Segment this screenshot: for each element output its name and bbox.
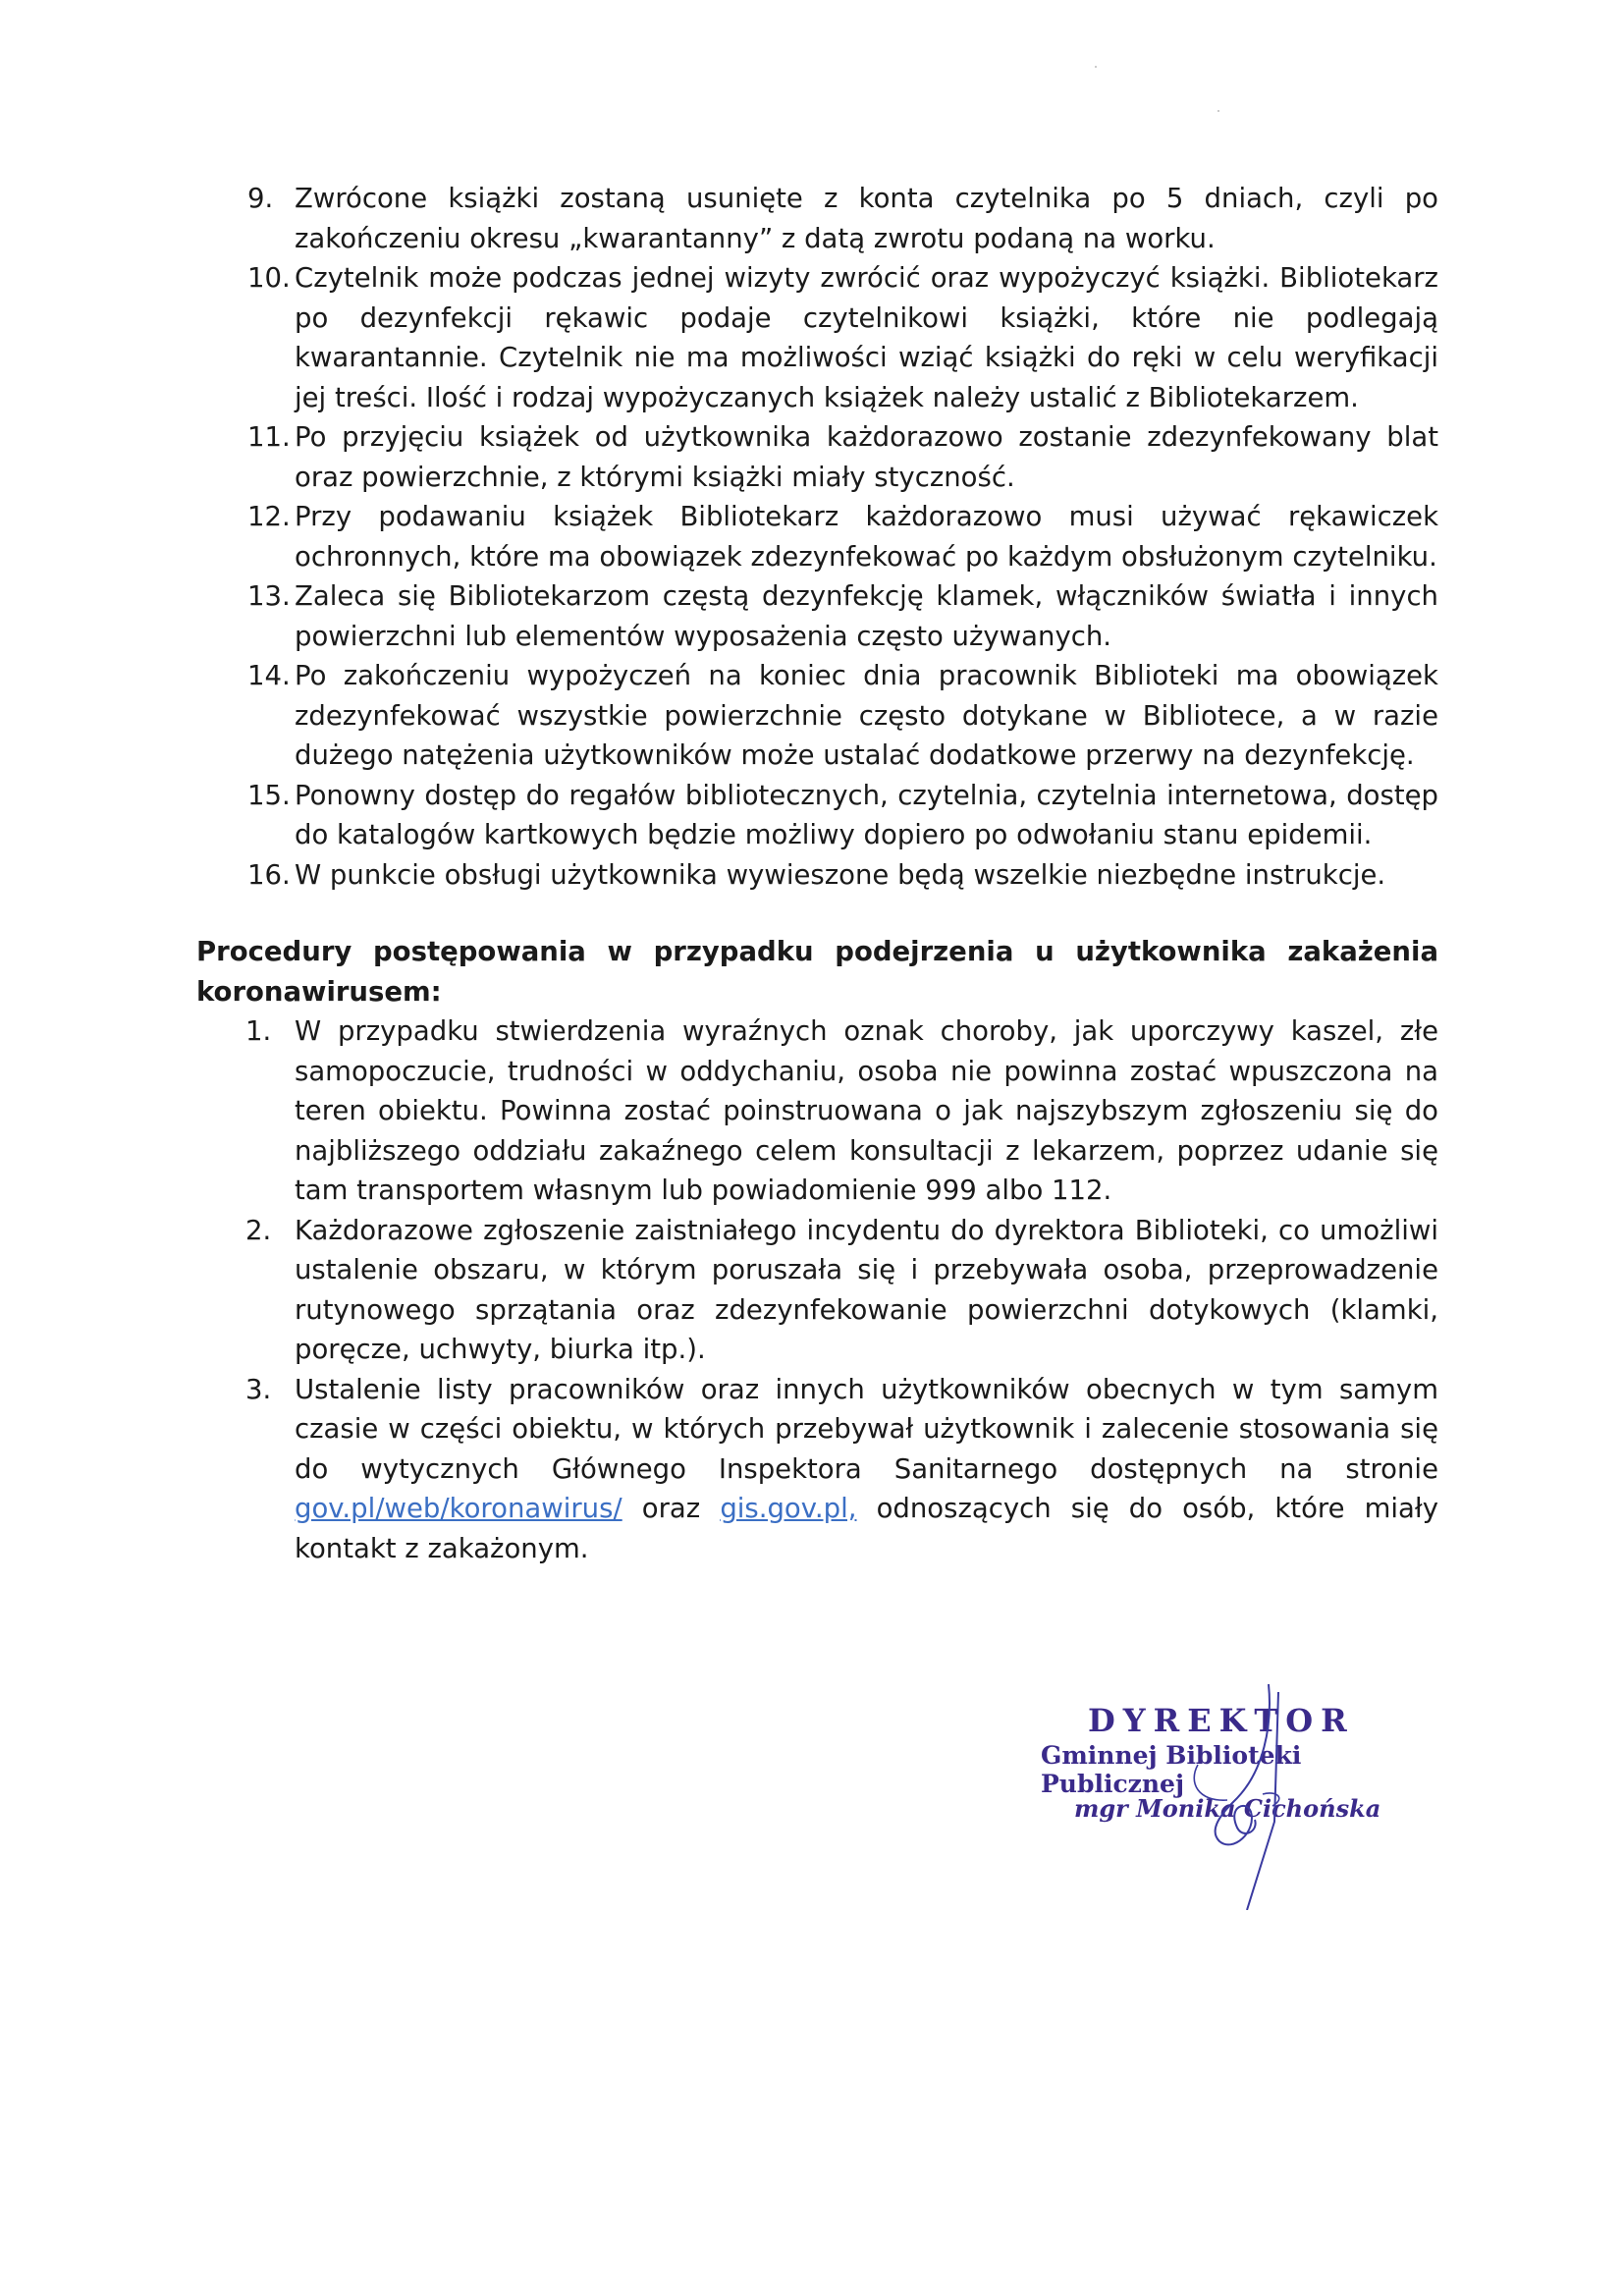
- list-item: [196, 776, 1438, 855]
- item-text: oraz: [622, 1493, 721, 1524]
- stamp-name: mgr Monika Cichońska: [1074, 1794, 1381, 1823]
- item-text: Przy podawaniu książek Bibliotekarz każdorazowo musi używać rękawiczek ochronnych, które ma obowiązek zdezynfekować po każdym obsłużonym czytelniku.: [295, 501, 1438, 573]
- item-text: W punkcie obsługi użytkownika wywieszone będą wszelkie niezbędne instrukcje.: [295, 858, 1386, 891]
- section-heading: Procedury postępowania w przypadku podejrzenia u użytkownika zakażenia koronawirusem:: [196, 936, 1438, 1008]
- list-item: [196, 656, 1438, 776]
- item-number: 9.: [247, 183, 274, 214]
- list-item: [196, 258, 1438, 417]
- scan-speck: [1095, 66, 1097, 68]
- stamp-title: DYREKTOR: [1088, 1702, 1355, 1739]
- item-text: Czytelnik może podczas jednej wizyty zwrócić oraz wypożyczyć książki. Bibliotekarz po dezynfekcji rękawic podaje czytelnikowi książki, które nie podlegają kwarantannie. Czytelnik nie ma możliwości wziąć książki do ręki w celu weryfikacji jej treści. Ilość i rodzaj wypożyczanych książek należy ustalić z Bibliotekarzem.: [295, 262, 1438, 413]
- list-item: [196, 576, 1438, 656]
- procedures-list: [196, 1011, 1438, 1568]
- rules-list: [196, 179, 1438, 895]
- item-number: 2.: [245, 1214, 272, 1246]
- item-text: odnoszących się do osób, które miały kontakt z zakażonym.: [295, 1493, 1438, 1564]
- item-text: Po przyjęciu książek od użytkownika każdorazowo zostanie zdezynfekowany blat oraz powierzchnie, z którymi książki miały styczność.: [295, 421, 1438, 493]
- item-text: W przypadku stwierdzenia wyraźnych oznak choroby, jak uporczywy kaszel, złe samopoczucie, trudności w oddychaniu, osoba nie powinna zostać wpuszczona na teren obiektu. Powinna zostać poinstruowana o jak najszybszym zgłoszeniu się do najbliższego oddziału zakaźnego celem konsultacji z lekarzem, poprzez udanie się tam transportem własnym lub powiadomienie 999 albo 112.: [295, 1015, 1438, 1206]
- koronawirus-link[interactable]: gov.pl/web/koronawirus/: [295, 1493, 622, 1524]
- scan-speck: [1217, 110, 1219, 112]
- item-text: Zaleca się Bibliotekarzom częstą dezynfekcję klamek, włączników światła i innych powierzchni lub elementów wyposażenia często używanych.: [295, 580, 1438, 652]
- list-item: [196, 179, 1438, 258]
- item-number: 14.: [247, 660, 291, 691]
- item-text: Każdorazowe zgłoszenie zaistniałego incydentu do dyrektora Biblioteki, co umożliwi ustalenie obszaru, w którym poruszała się i przebywała osoba, przeprowadzenie rutynowego sprzątania oraz zdezynfekowanie powierzchni dotykowych (klamki, poręcze, uchwyty, biurka itp.).: [295, 1214, 1438, 1365]
- item-number: 11.: [247, 421, 291, 453]
- gis-link[interactable]: gis.gov.pl,: [720, 1493, 857, 1524]
- list-item: [196, 1011, 1438, 1211]
- item-text: Zwrócone książki zostaną usunięte z konta czytelnika po 5 dniach, czyli po zakończeniu okresu „kwarantanny” z datą zwrotu podaną na worku.: [295, 183, 1438, 254]
- item-number: 15.: [247, 779, 291, 811]
- item-text: Po zakończeniu wypożyczeń na koniec dnia pracownik Biblioteki ma obowiązek zdezynfekować wszystkie powierzchnie często dotykane w Bibliotece, a w razie dużego natężenia użytkowników może ustalać dodatkowe przerwy na dezynfekcję.: [295, 660, 1438, 771]
- item-text: Ponowny dostęp do regałów bibliotecznych, czytelnia, czytelnia internetowa, dostęp do katalogów kartkowych będzie możliwy dopiero po odwołaniu stanu epidemii.: [295, 779, 1438, 850]
- item-number: 3.: [245, 1373, 272, 1405]
- item-text: Ustalenie listy pracowników oraz innych użytkowników obecnych w tym samym czasie w części obiektu, w których przebywał użytkownik i zalecenie stosowania się do wytycznych Głównego Inspektora Sanitarnego dostępnych na stronie: [295, 1373, 1438, 1485]
- list-item: [196, 417, 1438, 497]
- item-number: 12.: [247, 501, 291, 532]
- signature-icon: [1041, 1684, 1414, 1910]
- list-item: [196, 497, 1438, 576]
- item-number: 16.: [247, 858, 291, 891]
- stamp-institution: Gminnej Biblioteki Publicznej: [1041, 1741, 1302, 1798]
- list-item: [196, 1370, 1438, 1569]
- item-number: 13.: [247, 580, 291, 612]
- item-number: 10.: [247, 262, 291, 294]
- director-stamp: [1041, 1684, 1414, 1910]
- list-item: [196, 1211, 1438, 1370]
- list-item: [196, 855, 1438, 896]
- item-number: 1.: [245, 1015, 272, 1047]
- document-body: [196, 179, 1438, 1568]
